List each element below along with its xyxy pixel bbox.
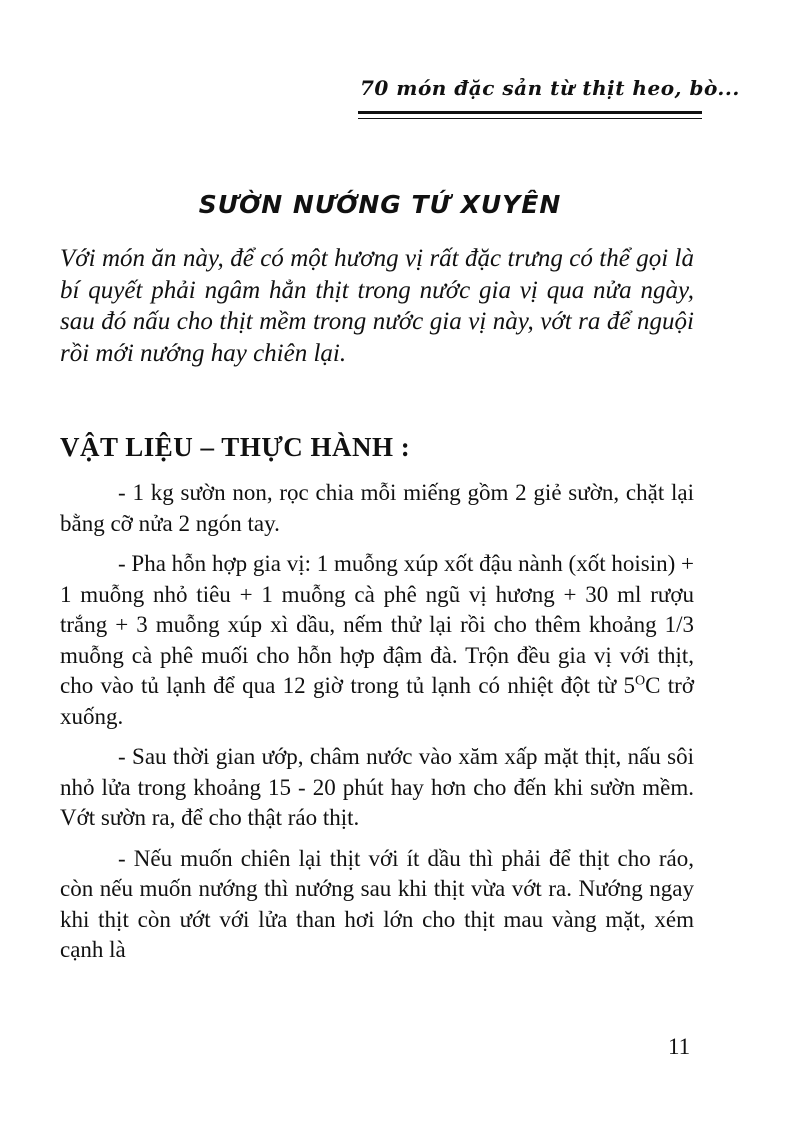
degree-superscript: O — [635, 673, 646, 689]
running-header: 70 món đặc sản từ thịt heo, bò... — [360, 76, 740, 100]
paragraph-grill: - Nếu muốn chiên lại thịt với ít dầu thì phải để thịt cho ráo, còn nếu muốn nướng thì nướng sau khi thịt vừa vớt ra. Nướng ngay khi thịt còn ướt với lửa than hơi lớn cho thịt mau vàng mặt, xém cạnh là — [60, 845, 694, 962]
body-text — [60, 478, 694, 976]
marinade-text: - Pha hỗn hợp gia vị: 1 muỗng xúp xốt đậu nành (xốt hoisin) + 1 muỗng nhỏ tiêu + 1 muỗng cà phê ngũ vị hương + 30 ml rượu trắng + 3 muỗng xúp xì dầu, nếm thử lại rồi cho thêm khoảng 1/3 muỗng cà phê muối cho hỗn hợp đậm đà. Trộn đều gia vị với thịt, cho vào tủ lạnh để qua 12 giờ trong tủ lạnh có nhiệt đột từ 5 — [60, 551, 694, 698]
marinade-text-end: C trở xuống. — [60, 673, 695, 729]
paragraph-simmer: - Sau thời gian ướp, châm nước vào xăm xấp mặt thịt, nấu sôi nhỏ lửa trong khoảng 15 - 20 phút hay hơn cho đến khi sườn mềm. Vớt sườn ra, để cho thật ráo thịt. — [60, 744, 694, 830]
recipe-title: SƯỜN NƯỚNG TỨ XUYÊN — [198, 190, 562, 219]
page-number: 11 — [668, 1034, 691, 1059]
section-heading: VẬT LIỆU – THỰC HÀNH : — [60, 432, 411, 462]
header-rule-thick — [358, 111, 702, 114]
header-rule-thin — [358, 118, 702, 119]
paragraph-ingredients: - 1 kg sườn non, rọc chia mỗi miếng gồm 2 giẻ sườn, chặt lại bằng cỡ nửa 2 ngón tay. — [60, 480, 694, 536]
paragraph-marinade — [60, 549, 694, 732]
intro-paragraph: Với món ăn này, để có một hương vị rất đặc trưng có thể gọi là bí quyết phải ngâm hẳn thịt trong nước gia vị qua nửa ngày, sau đó nấu cho thịt mềm trong nước gia vị này, vớt ra để nguội rồi mới nướng hay chiên lại. — [60, 245, 694, 367]
